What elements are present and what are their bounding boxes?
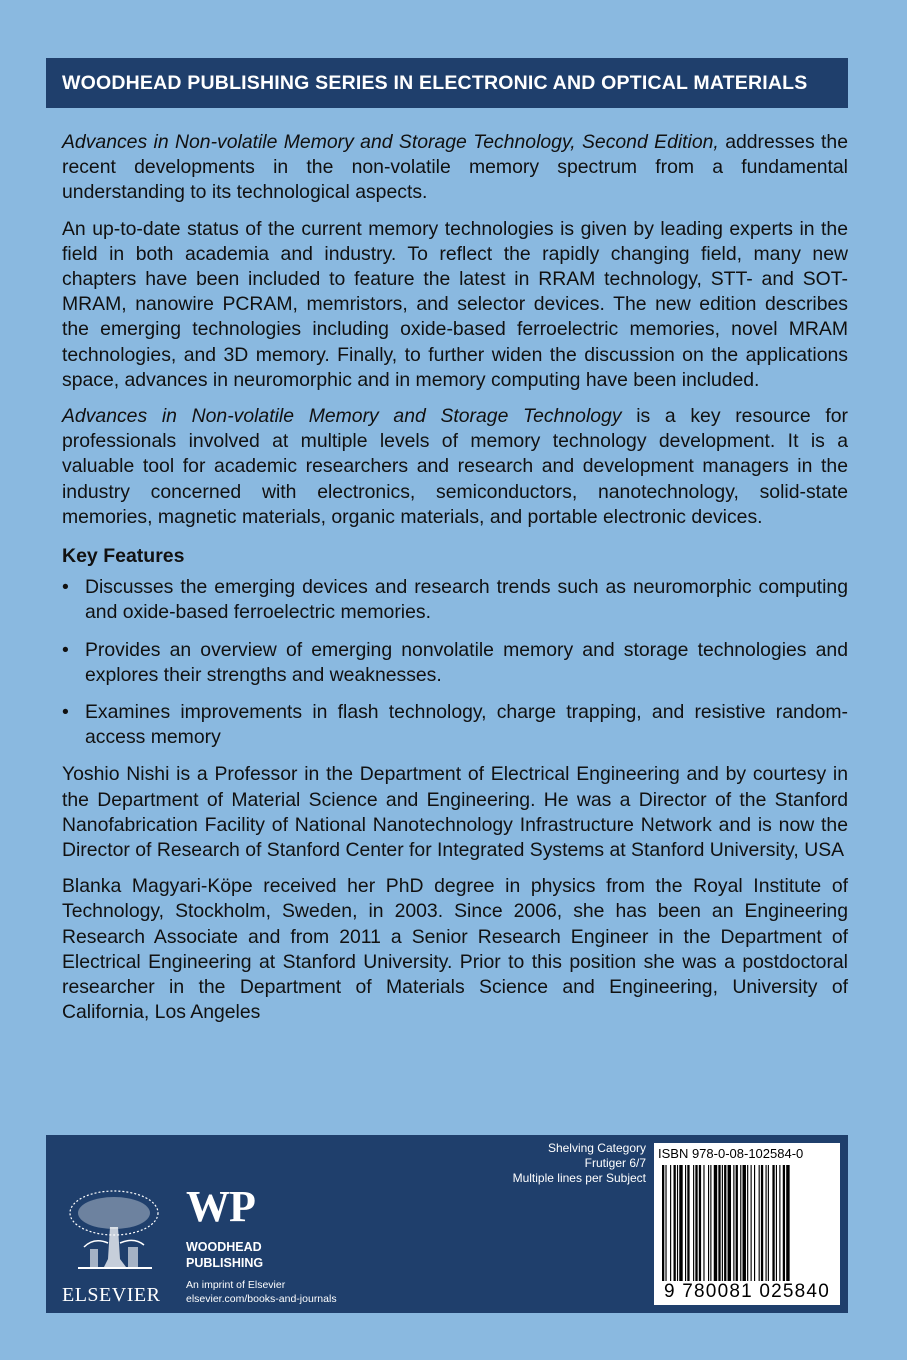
barcode-bar bbox=[759, 1165, 760, 1281]
resource-text: is a key resource for professionals involved at multiple levels of memory technology development. It is a valuable tool for academic researchers and research and development managers in the industry concerned with electronics, semiconductors, nanotechnology, solid-state memories, magnetic materials, organic materials, and portable electronic devices. bbox=[62, 405, 848, 528]
isbn-label: ISBN 978-0-08-102584-0 bbox=[658, 1146, 804, 1161]
barcode-bar bbox=[786, 1165, 789, 1281]
barcode-bar bbox=[677, 1165, 678, 1281]
barcode-bar bbox=[679, 1165, 682, 1281]
barcode-bar bbox=[670, 1165, 671, 1281]
series-title-bar bbox=[46, 58, 848, 108]
elsevier-tree-logo bbox=[64, 1187, 166, 1291]
shelving-line: Multiple lines per Subject bbox=[512, 1171, 646, 1185]
author-bio-nishi: Yoshio Nishi is a Professor in the Department of Electrical Engineering and by courtesy in the Department of Material Science and Engineering. He was a Director of the Stanford Nanofabrication Facility of National Nanotechnology Infrastructure Network and is now the Director of Research of Stanford Center for Integrated Systems at Stanford University, USA bbox=[62, 763, 848, 862]
barcode-bar bbox=[751, 1165, 752, 1281]
barcode-bar bbox=[733, 1165, 734, 1281]
author-bio-magyari-kope: Blanka Magyari-Köpe received her PhD degree in physics from the Royal Institute of Technology, Stockholm, Sweden, in 2003. Since 2006, she has been an Engineering Research Associate and from 2011 a Senior Research Engineer in the Department of Electrical Engineering at Stanford University. Prior to this position she was a postdoctoral researcher in the Department of Materials Science and Engineering, University of California, Los Angeles bbox=[62, 875, 848, 1024]
barcode-bar bbox=[722, 1165, 723, 1281]
intro-paragraph bbox=[62, 130, 848, 206]
barcode-bar bbox=[687, 1165, 689, 1281]
key-features-heading: Key Features bbox=[62, 545, 185, 568]
feature-item: • Discusses the emerging devices and research trends such as neuromorphic computing and oxide-based ferroelectric memories. bbox=[62, 575, 848, 625]
barcode-bar bbox=[754, 1165, 755, 1281]
barcode-bar bbox=[693, 1165, 694, 1281]
barcode-bar bbox=[685, 1165, 686, 1281]
barcode-bar bbox=[710, 1165, 711, 1281]
barcode-bar bbox=[747, 1165, 748, 1281]
tree-icon bbox=[64, 1187, 166, 1291]
elsevier-wordmark: ELSEVIER bbox=[62, 1284, 161, 1306]
barcode-bar bbox=[740, 1165, 741, 1281]
imprint-url: elsevier.com/books-and-journals bbox=[186, 1292, 337, 1305]
intro-text: addresses the recent developments in the non-volatile memory spectrum from a fundamental understanding to its technological aspects. bbox=[62, 131, 848, 204]
barcode-bar bbox=[783, 1165, 785, 1281]
imprint-text bbox=[186, 1279, 337, 1306]
woodhead-wp-logo: WP bbox=[186, 1182, 255, 1231]
imprint-line: An imprint of Elsevier bbox=[186, 1279, 286, 1291]
barcode-bar bbox=[736, 1165, 738, 1281]
status-paragraph: An up-to-date status of the current memory technologies is given by leading experts in the field in both academia and industry. To reflect the rapidly changing field, many new chapters have been included to feature the latest in RRAM technology, STT- and SOT-MRAM, nanowire PCRAM, memristors, and selector devices. The new edition describes the emerging technologies including oxide-based ferroelectric memories, novel MRAM technologies, and 3D memory. Finally, to further widen the discussion on the applications space, advances in neuromorphic and in memory computing have been included. bbox=[62, 217, 848, 391]
barcode-bar bbox=[772, 1165, 774, 1281]
barcode-bar bbox=[695, 1165, 697, 1281]
publisher-footer bbox=[46, 1135, 848, 1313]
barcode-digits: 9 780081 025840 bbox=[664, 1281, 830, 1302]
back-cover-text bbox=[62, 130, 848, 1037]
barcode-bar bbox=[674, 1165, 676, 1281]
barcode-bar bbox=[724, 1165, 726, 1281]
feature-item: • Examines improvements in flash technology, charge trapping, and resistive random-access memory bbox=[62, 700, 848, 750]
resource-paragraph bbox=[62, 404, 848, 530]
barcode-bar bbox=[768, 1165, 769, 1281]
barcode-bar bbox=[776, 1165, 777, 1281]
barcode-bar bbox=[779, 1165, 780, 1281]
shelving-info bbox=[513, 1141, 646, 1186]
feature-item: • Provides an overview of emerging nonvolatile memory and storage technologies and explores their strengths and weaknesses. bbox=[62, 638, 848, 688]
barcode-bar bbox=[718, 1165, 720, 1281]
barcode-bar bbox=[766, 1165, 767, 1281]
key-features-list bbox=[62, 575, 848, 750]
resource-book-title: Advances in Non-volatile Memory and Storage Technology bbox=[62, 405, 622, 428]
barcode-bar bbox=[714, 1165, 717, 1281]
shelving-line: Frutiger 6/7 bbox=[584, 1156, 646, 1170]
barcode-icon bbox=[662, 1165, 832, 1281]
barcode-bar bbox=[665, 1165, 666, 1281]
barcode-bar bbox=[708, 1165, 709, 1281]
series-title: WOODHEAD PUBLISHING SERIES IN ELECTRONIC AND OPTICAL MATERIALS bbox=[62, 71, 808, 94]
shelving-line: Shelving Category bbox=[547, 1141, 646, 1155]
barcode-bar bbox=[743, 1165, 746, 1281]
barcode-bar bbox=[728, 1165, 731, 1281]
barcode-bar bbox=[761, 1165, 763, 1281]
barcode-bar bbox=[703, 1165, 704, 1281]
isbn-barcode bbox=[654, 1143, 840, 1305]
barcode-bar bbox=[662, 1165, 664, 1281]
wp-name-line: WOODHEAD bbox=[186, 1240, 262, 1254]
wp-name-line: PUBLISHING bbox=[186, 1256, 264, 1270]
barcode-bar bbox=[699, 1165, 701, 1281]
intro-book-title: Advances in Non-volatile Memory and Storage Technology, Second Edition, bbox=[62, 131, 719, 153]
woodhead-publishing-name bbox=[186, 1239, 263, 1271]
